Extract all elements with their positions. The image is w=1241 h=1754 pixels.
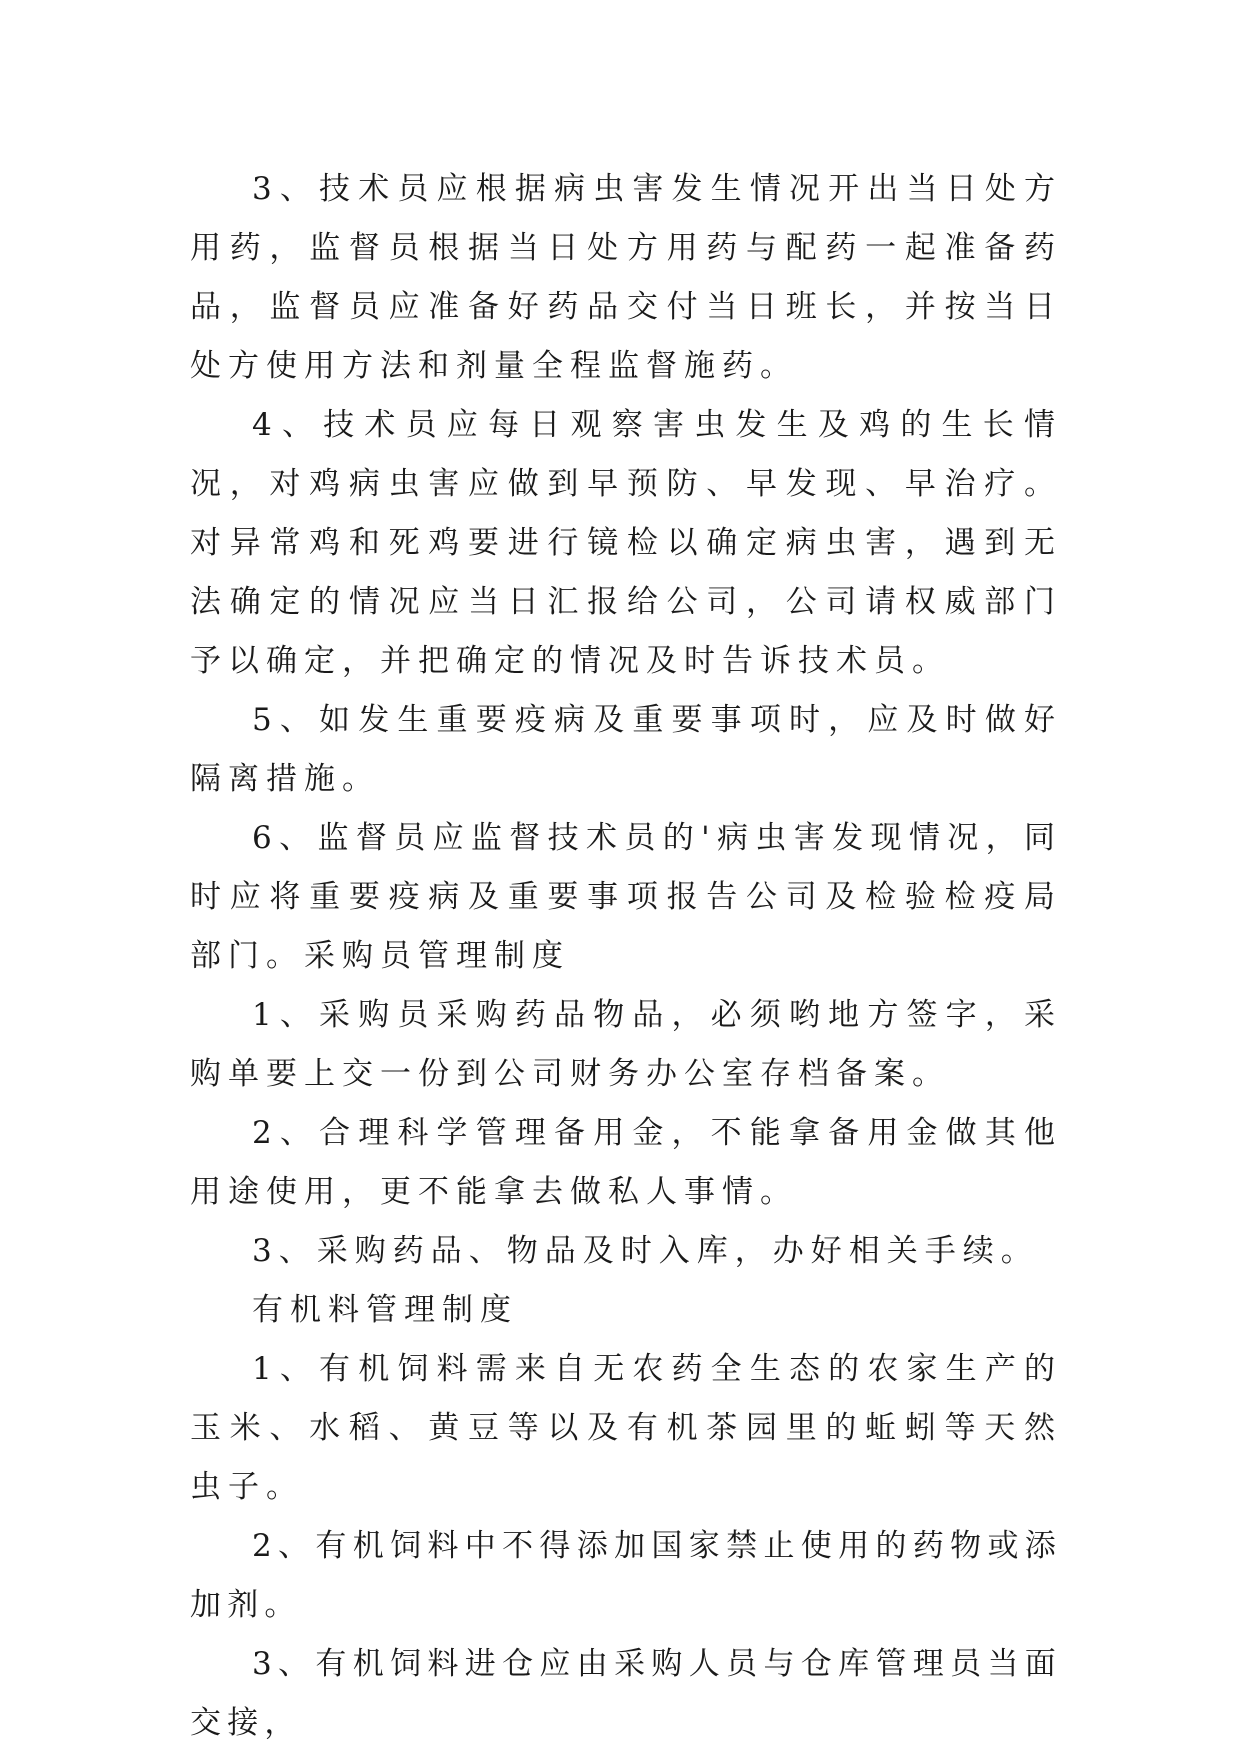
paragraph-feed-handover: 3、有机饲料进仓应由采购人员与仓库管理员当面交接， (190, 1646, 1062, 1741)
document-page (190, 160, 1062, 1753)
paragraph-daily-observation: 4、技术员应每日观察害虫发生及鸡的生长情况，对鸡病虫害应做到早预防、早发现、早治疗。对异常鸡和死鸡要进行镜检以确定病虫害，遇到无法确定的情况应当日汇报给公司，公司请权威部门予以确定，并把确定的情况及时告诉技术员。 (190, 407, 1062, 679)
paragraph-isolation-measures: 5、如发生重要疫病及重要事项时，应及时做好隔离措施。 (190, 702, 1062, 797)
paragraph-warehousing: 3、采购药品、物品及时入库，办好相关手续。 (252, 1233, 1039, 1269)
paragraph-petty-cash: 2、合理科学管理备用金，不能拿备用金做其他用途使用，更不能拿去做私人事情。 (190, 1115, 1062, 1210)
paragraph-purchase-signature: 1、采购员采购药品物品，必须哟地方签字，采购单要上交一份到公司财务办公室存档备案。 (190, 997, 1062, 1092)
paragraph-organic-feed-source: 1、有机饲料需来自无农药全生态的农家生产的玉米、水稻、黄豆等以及有机茶园里的蚯蚓等天然虫子。 (190, 1351, 1062, 1505)
paragraph-treatment-prescription: 3、技术员应根据病虫害发生情况开出当日处方用药，监督员根据当日处方用药与配药一起准备药品，监督员应准备好药品交付当日班长，并按当日处方使用方法和剂量全程监督施药。 (190, 171, 1062, 384)
paragraph-supervisor-reporting: 6、监督员应监督技术员的'病虫害发现情况，同时应将重要疫病及重要事项报告公司及检验检疫局部门。采购员管理制度 (190, 820, 1062, 974)
paragraph-prohibited-additives: 2、有机饲料中不得添加国家禁止使用的药物或添加剂。 (190, 1528, 1062, 1623)
section-heading-organic-feed: 有机料管理制度 (252, 1292, 518, 1328)
